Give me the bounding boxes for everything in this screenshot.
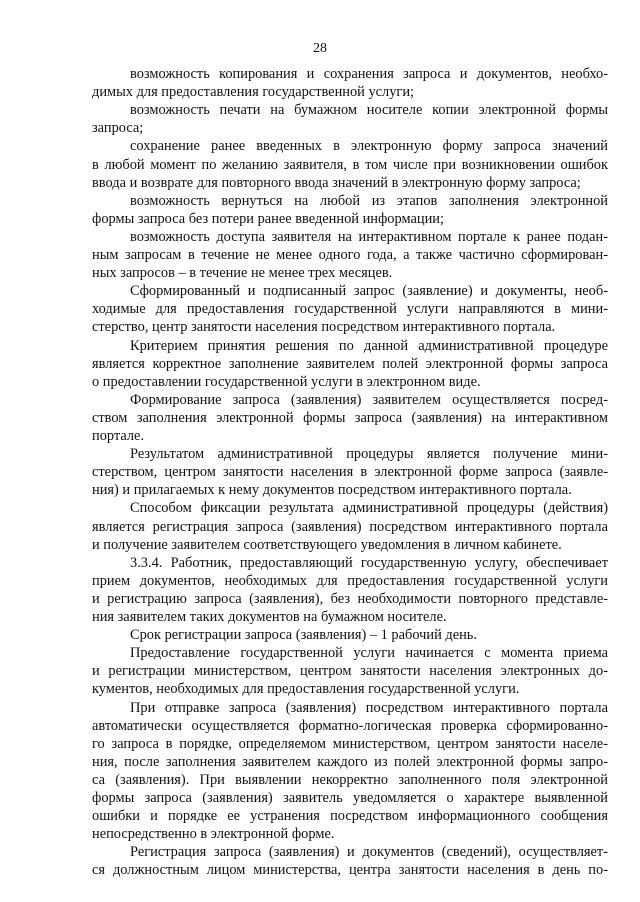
page-number: 28 bbox=[313, 41, 327, 56]
text-line: стерством, центром занятости населения в электронной форме запроса (заявле- bbox=[92, 464, 608, 481]
text-line: и получение заявителем соответствующего уведомления в личном кабинете. bbox=[92, 536, 562, 553]
text-line: ся должностным лицом министерства, центра занятости населения в день по- bbox=[92, 862, 608, 879]
text-line: формы запроса без потери ранее введенной информации; bbox=[92, 210, 444, 227]
text-line: сохранение ранее введенных в электронную форму запроса значений bbox=[130, 138, 608, 155]
text-line: прием документов, необходимых для предоставления государственной услуги bbox=[92, 572, 608, 589]
text-line: автоматически осуществляется форматно-логическая проверка сформированно- bbox=[92, 717, 608, 734]
text-line: При отправке запроса (заявления) посредством интерактивного портала bbox=[130, 699, 608, 716]
text-line: Результатом административной процедуры является получение мини- bbox=[130, 446, 608, 463]
text-line: формы запроса (заявления) заявитель уведомляется о характере выявленной bbox=[92, 790, 608, 806]
text-line: ввода и возврате для повторного ввода значений в электронную форму запроса; bbox=[92, 174, 581, 191]
text-line: Способом фиксации результата административной процедуры (действия) bbox=[130, 500, 608, 517]
text-line: ным запросам в течение не менее одного года, а также частично сформирован- bbox=[92, 247, 608, 263]
text-line: са (заявления). При выявлении некорректно заполненного поля электронной bbox=[92, 771, 608, 788]
text-line: возможность доступа заявителя на интерактивном портале к ранее подан- bbox=[130, 228, 608, 245]
text-line: кументов, необходимых для предоставления государственной услуги. bbox=[92, 681, 520, 698]
text-line: Предоставление государственной услуги начинается с момента приема bbox=[130, 645, 608, 662]
text-line: Критерием принятия решения по данной административной процедуре bbox=[130, 337, 608, 354]
text-line: Срок регистрации запроса (заявления) – 1 рабочий день. bbox=[130, 627, 477, 644]
text-line: о предоставлении государственной услуги в электронном виде. bbox=[92, 373, 481, 390]
text-line: и регистрации министерством, центром занятости населения электронных до- bbox=[92, 663, 608, 680]
text-line: Сформированный и подписанный запрос (заявление) и документы, необ- bbox=[130, 283, 608, 300]
text-line: является корректное заполнение заявителем полей электронной формы запроса bbox=[92, 355, 608, 372]
text-line: портале. bbox=[92, 428, 145, 444]
text-line: ния заявителем таких документов на бумажном носителе. bbox=[92, 609, 447, 625]
text-line: ния) и прилагаемых к нему документов посредством интерактивного портала. bbox=[92, 482, 572, 499]
text-line: и регистрацию запроса (заявления), без необходимости повторного представле- bbox=[92, 590, 608, 607]
text-line: 3.3.4. Работник, предоставляющий государственную услугу, обеспечивает bbox=[130, 554, 608, 571]
text-line: возможность вернуться на любой из этапов заполнения электронной bbox=[130, 192, 608, 209]
text-line: ходимые для предоставления государственной услуги направляются в мини- bbox=[92, 301, 608, 318]
text-line: непосредственно в электронной форме. bbox=[92, 826, 335, 843]
text-line: ния, после заполнения заявителем каждого из полей электронной формы запро- bbox=[92, 753, 608, 770]
text-line: ством заполнения электронной формы запроса (заявления) на интерактивном bbox=[92, 409, 608, 426]
text-line: возможность печати на бумажном носителе копии электронной формы bbox=[130, 102, 608, 119]
text-line: запроса; bbox=[92, 120, 144, 137]
text-line: димых для предоставления государственной услуги; bbox=[92, 84, 415, 101]
text-line: Формирование запроса (заявления) заявителем осуществляется посред- bbox=[130, 391, 608, 408]
text-line: в любой момент по желанию заявителя, в том числе при возникновении ошибок bbox=[92, 156, 608, 173]
text-line: стерство, центр занятости населения посредством интерактивного портала. bbox=[92, 319, 556, 336]
text-line: возможность копирования и сохранения запроса и документов, необхо- bbox=[130, 66, 608, 82]
text-line: ных запросов – в течение не менее трех месяцев. bbox=[92, 265, 393, 282]
text-line: является регистрация запроса (заявления) посредством интерактивного портала bbox=[92, 518, 608, 535]
text-line: го запроса в порядке, определяемом министерством, центром занятости населе- bbox=[92, 735, 608, 752]
text-line: Регистрация запроса (заявления) и документов (сведений), осуществляет- bbox=[130, 844, 608, 861]
text-line: ошибки и порядке ее устранения посредством информационного сообщения bbox=[92, 808, 608, 825]
